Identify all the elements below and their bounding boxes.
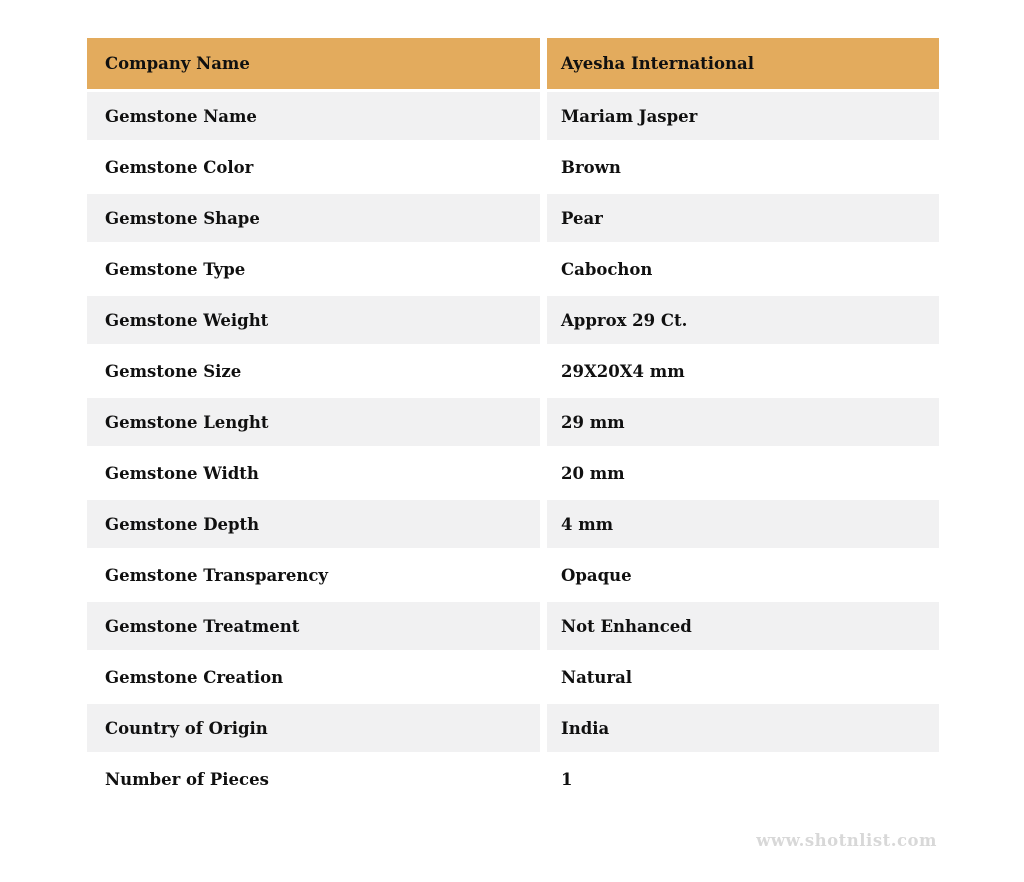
row-value: Cabochon [547,245,939,293]
row-label: Gemstone Depth [87,500,540,548]
row-value: 29X20X4 mm [547,347,939,395]
row-value: Not Enhanced [547,602,939,650]
row-value: 4 mm [547,500,939,548]
row-value: India [547,704,939,752]
header-value-cell: Ayesha International [547,38,939,89]
table-row [87,296,939,344]
row-label: Gemstone Transparency [87,551,540,599]
row-label: Number of Pieces [87,755,540,803]
table-row [87,398,939,446]
row-value: 20 mm [547,449,939,497]
table-row [87,347,939,395]
table-row [87,449,939,497]
header-label-cell: Company Name [87,38,540,89]
row-label: Gemstone Shape [87,194,540,242]
row-value: 1 [547,755,939,803]
row-label: Gemstone Treatment [87,602,540,650]
table-row [87,245,939,293]
table-row [87,92,939,140]
row-label: Gemstone Size [87,347,540,395]
table-row [87,194,939,242]
row-value: 29 mm [547,398,939,446]
row-value: Pear [547,194,939,242]
row-value: Natural [547,653,939,701]
table-row [87,551,939,599]
row-label: Gemstone Type [87,245,540,293]
row-label: Gemstone Lenght [87,398,540,446]
row-label: Gemstone Color [87,143,540,191]
row-value: Opaque [547,551,939,599]
row-label: Gemstone Name [87,92,540,140]
row-label: Gemstone Weight [87,296,540,344]
row-value: Approx 29 Ct. [547,296,939,344]
table-row [87,500,939,548]
table-row [87,704,939,752]
row-label: Gemstone Width [87,449,540,497]
row-value: Mariam Jasper [547,92,939,140]
gemstone-spec-table [87,38,939,806]
table-row [87,602,939,650]
table-row [87,653,939,701]
table-row [87,143,939,191]
table-row [87,755,939,803]
row-value: Brown [547,143,939,191]
watermark-text: www.shotnlist.com [756,831,937,850]
row-label: Country of Origin [87,704,540,752]
row-label: Gemstone Creation [87,653,540,701]
table-header-row [87,38,939,89]
